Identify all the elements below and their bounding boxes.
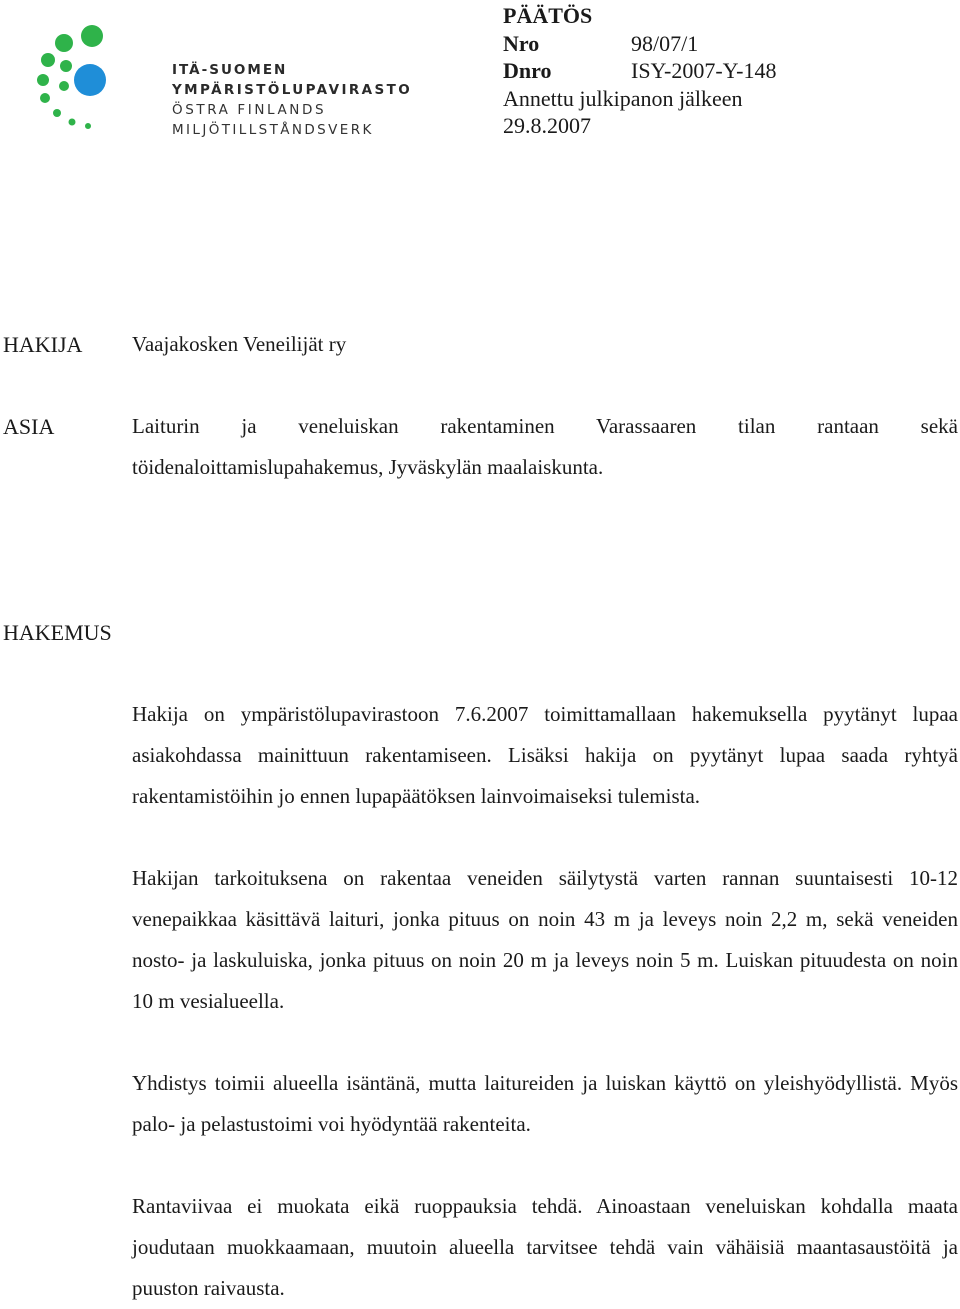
- agency-logo: [30, 18, 413, 138]
- paragraph-1-text: Hakija on ympäristölupavirastoon 7.6.2007 toimittamallaan hakemuksella pyytänyt lupaa asiakohdassa mainittuun rakentamiseen. Lisäksi hakija on pyytänyt lupaa saada ryhtyä rakentamistöihin jo ennen lupapäätöksen lainvoimaiseksi tulemista.: [132, 702, 958, 808]
- hakemus-label: HAKEMUS: [3, 620, 112, 645]
- logo-line-1: ITÄ-SUOMEN: [172, 62, 288, 78]
- nro-label: Nro: [503, 30, 540, 56]
- paragraph-2-text: Hakijan tarkoituksena on rakentaa veneiden säilytystä varten rannan suuntaisesti 10-12 venepaikkaa käsittävä laituri, jonka pituus on noin 43 m ja leveys noin 2,2 m, sekä veneiden nosto- ja laskuluiska, jonka pituus on noin 20 m ja leveys noin 5 m. Luiskan pituudesta on noin 10 m vesialueella.: [132, 866, 958, 1013]
- hakija-label: HAKIJA: [3, 332, 83, 357]
- paragraph-3-text: Yhdistys toimii alueella isäntänä, mutta laitureiden ja luiskan käyttö on yleishyödyllistä. Myös palo- ja pelastustoimi voi hyödyntää rakenteita.: [132, 1071, 958, 1136]
- logo-line-3: ÖSTRA FINLANDS: [172, 102, 327, 118]
- nro-row: [503, 30, 776, 58]
- dots-logo-icon: [30, 18, 150, 138]
- document-title: PÄÄTÖS: [503, 3, 593, 28]
- logo-text: [172, 60, 412, 140]
- paragraph-2: [132, 858, 958, 1022]
- asia-value: Laiturin ja veneluiskan rakentaminen Varassaaren tilan rantaan sekä töidenaloittamislupahakemus, Jyväskylän maalaiskunta.: [132, 414, 958, 479]
- nro-value: 98/07/1: [631, 30, 699, 56]
- dnro-value: ISY-2007-Y-148: [631, 58, 777, 83]
- asia-label: ASIA: [3, 414, 55, 439]
- issued-text: Annettu julkipanon jälkeen: [503, 85, 743, 111]
- paragraph-1: [132, 694, 958, 817]
- paragraph-3: [132, 1063, 958, 1145]
- paragraph-4-text: Rantaviivaa ei muokata eikä ruoppauksia tehdä. Ainoastaan veneluiskan kohdalla maata joudutaan muokkaamaan, muutoin alueella tarvitsee tehdä vain vähäisiä maantasaustöitä ja puuston raivausta.: [132, 1194, 958, 1300]
- decision-header: [503, 2, 776, 140]
- dnro-row: [503, 57, 776, 85]
- logo-line-2: YMPÄRISTÖLUPAVIRASTO: [172, 82, 413, 98]
- dnro-label: Dnro: [503, 58, 552, 83]
- paragraph-4: [132, 1186, 958, 1309]
- issued-date: 29.8.2007: [503, 113, 591, 138]
- logo-line-4: MILJÖTILLSTÅNDSVERK: [172, 122, 374, 138]
- hakija-value: Vaajakosken Veneilijät ry: [132, 332, 347, 356]
